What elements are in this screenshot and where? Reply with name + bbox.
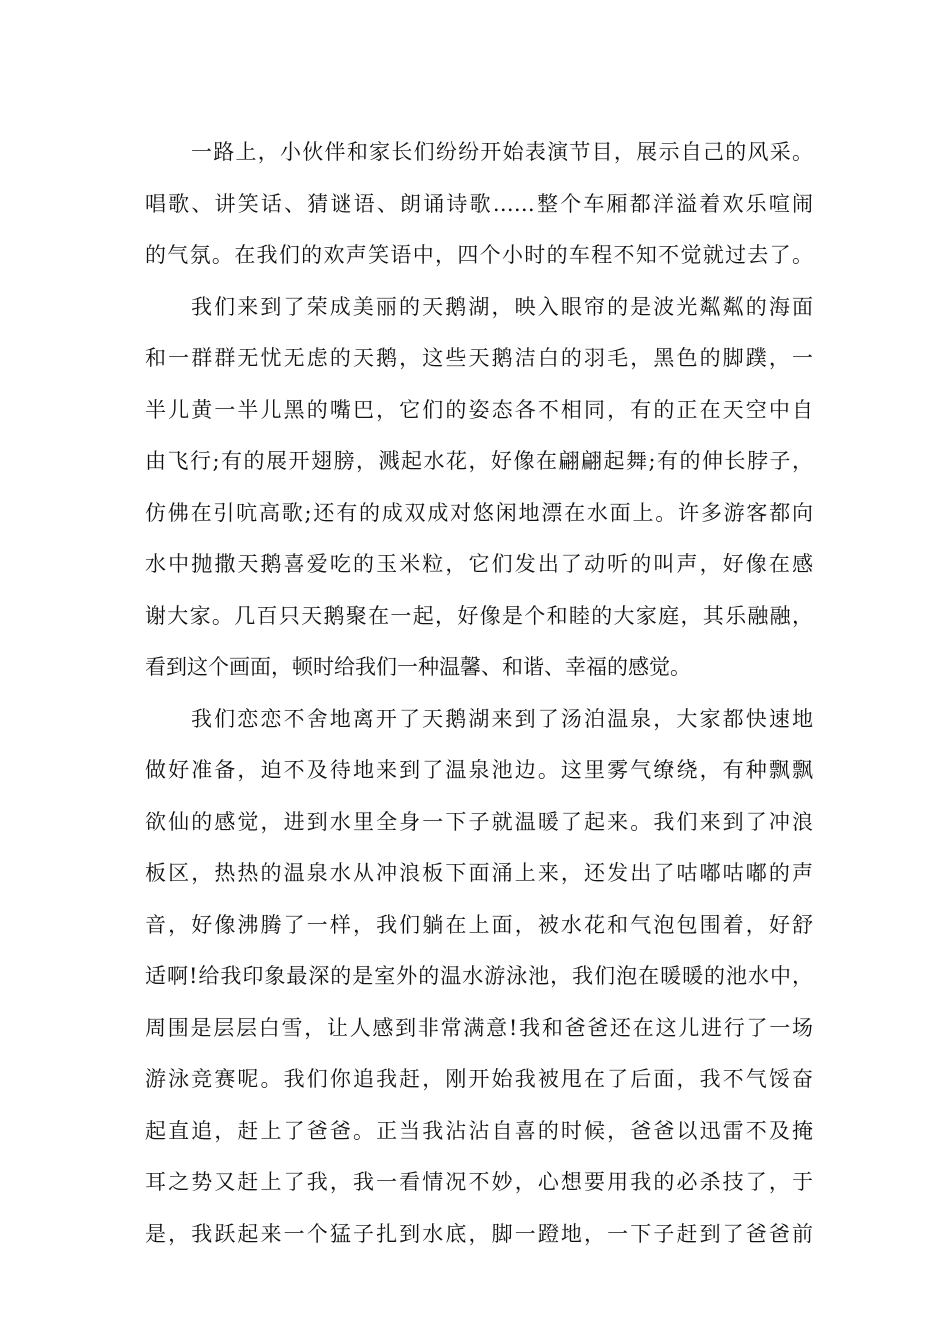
text-line: 周围是层层白雪，让人感到非常满意!我和爸爸还在这儿进行了一场 xyxy=(145,1015,813,1040)
text-line: 谢大家。几百只天鹅聚在一起，好像是个和睦的大家庭，其乐融融， xyxy=(145,603,813,628)
text-line: 做好准备，迫不及待地来到了温泉池边。这里雾气缭绕，有种飘飘 xyxy=(145,758,813,782)
paragraph xyxy=(145,282,813,694)
text-line: 和一群群无忧无虑的天鹅，这些天鹅洁白的羽毛，黑色的脚蹼，一 xyxy=(145,346,813,370)
document-page xyxy=(145,127,813,1260)
text-line: 由飞行;有的展开翅膀，溅起水花，好像在翩翩起舞;有的伸长脖子， xyxy=(145,449,813,473)
text-line: 游泳竞赛呢。我们你追我赶，刚开始我被甩在了后面，我不气馁奋 xyxy=(145,1067,813,1091)
text-line: 一路上，小伙伴和家长们纷纷开始表演节目，展示自己的风采。 xyxy=(191,140,813,164)
text-line: 水中抛撒天鹅喜爱吃的玉米粒，它们发出了动听的叫声，好像在感 xyxy=(145,552,813,576)
text-line: 唱歌、讲笑话、猜谜语、朗诵诗歌……整个车厢都洋溢着欢乐喧闹 xyxy=(145,191,813,216)
text-line: 起直追，赶上了爸爸。正当我沾沾自喜的时候，爸爸以迅雷不及掩 xyxy=(145,1118,813,1143)
text-line: 的气氛。在我们的欢声笑语中，四个小时的车程不知不觉就过去了。 xyxy=(145,243,813,267)
text-line: 板区，热热的温泉水从冲浪板下面涌上来，还发出了咕嘟咕嘟的声 xyxy=(145,861,813,885)
text-line: 仿佛在引吭高歌;还有的成双成对悠闲地漂在水面上。许多游客都向 xyxy=(145,500,813,525)
text-line: 适啊!给我印象最深的是室外的温水游泳池，我们泡在暖暖的池水中， xyxy=(145,964,813,988)
text-line: 欲仙的感觉，进到水里全身一下子就温暖了起来。我们来到了冲浪 xyxy=(145,809,813,834)
paragraph xyxy=(145,127,813,282)
text-line: 看到这个画面，顿时给我们一种温馨、和谐、幸福的感觉。 xyxy=(145,655,691,679)
text-line: 我们来到了荣成美丽的天鹅湖，映入眼帘的是波光粼粼的海面 xyxy=(191,294,813,319)
paragraph xyxy=(145,694,813,1261)
text-line: 音，好像沸腾了一样，我们躺在上面，被水花和气泡包围着，好舒 xyxy=(145,912,813,937)
text-line: 半儿黄一半儿黑的嘴巴，它们的姿态各不相同，有的正在天空中自 xyxy=(145,397,813,422)
text-line: 耳之势又赶上了我，我一看情况不妙，心想要用我的必杀技了，于 xyxy=(145,1170,813,1194)
text-line: 是，我跃起来一个猛子扎到水底，脚一蹬地，一下子赶到了爸爸前 xyxy=(145,1221,813,1246)
text-line: 我们恋恋不舍地离开了天鹅湖来到了汤泊温泉，大家都快速地 xyxy=(191,706,813,731)
